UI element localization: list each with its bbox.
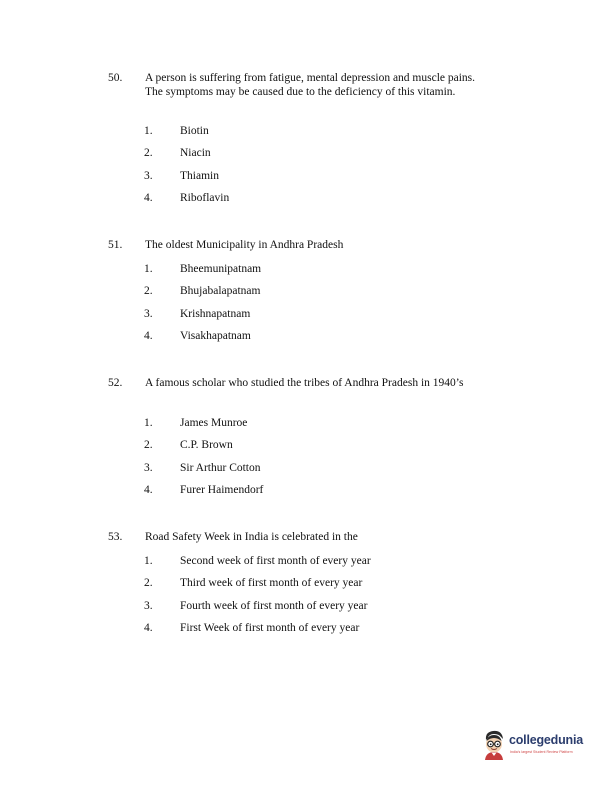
option-text: James Munroe xyxy=(180,417,248,429)
question-number: 50. xyxy=(108,72,123,84)
option-number: 2. xyxy=(144,147,153,159)
option-text: Sir Arthur Cotton xyxy=(180,462,261,474)
option-text: C.P. Brown xyxy=(180,439,233,451)
option-row xyxy=(0,621,612,635)
question-text: The oldest Municipality in Andhra Pradesh xyxy=(145,239,344,251)
question-text: A famous scholar who studied the tribes of Andhra Pradesh in 1940’s xyxy=(145,377,464,389)
option-number: 3. xyxy=(144,308,153,320)
option-number: 1. xyxy=(144,263,153,275)
logo-wordmark: collegedunia xyxy=(509,733,584,747)
option-text: Biotin xyxy=(180,125,209,137)
option-number: 4. xyxy=(144,192,153,204)
option-row xyxy=(0,554,612,568)
question-number: 53. xyxy=(108,531,123,543)
option-number: 1. xyxy=(144,555,153,567)
question-text: A person is suffering from fatigue, mental depression and muscle pains. The symptoms may be caused due to the deficiency of this vitamin. xyxy=(145,72,476,98)
option-row xyxy=(0,461,612,475)
option-row xyxy=(0,416,612,430)
option-number: 4. xyxy=(144,622,153,634)
option-number: 3. xyxy=(144,462,153,474)
option-text: Thiamin xyxy=(180,170,219,182)
option-row xyxy=(0,307,612,321)
option-number: 2. xyxy=(144,285,153,297)
option-text: Riboflavin xyxy=(180,192,230,204)
option-number: 3. xyxy=(144,170,153,182)
option-row xyxy=(0,169,612,183)
option-number: 4. xyxy=(144,330,153,342)
option-number: 2. xyxy=(144,577,153,589)
option-row xyxy=(0,284,612,298)
option-text: First Week of first month of every year xyxy=(180,622,360,634)
option-text: Niacin xyxy=(180,147,211,159)
option-number: 1. xyxy=(144,125,153,137)
option-text: Bheemunipatnam xyxy=(180,263,262,275)
option-row xyxy=(0,146,612,160)
option-text: Krishnapatnam xyxy=(180,308,251,320)
option-row xyxy=(0,262,612,276)
option-row xyxy=(0,124,612,138)
option-row xyxy=(0,329,612,343)
option-text: Furer Haimendorf xyxy=(180,484,264,496)
option-row xyxy=(0,599,612,613)
option-text: Bhujabalapatnam xyxy=(180,285,261,297)
option-text: Second week of first month of every year xyxy=(180,555,371,567)
question-number: 51. xyxy=(108,239,123,251)
option-number: 3. xyxy=(144,600,153,612)
option-text: Fourth week of first month of every year xyxy=(180,600,368,612)
option-row xyxy=(0,191,612,205)
option-row xyxy=(0,483,612,497)
option-number: 1. xyxy=(144,417,153,429)
option-number: 4. xyxy=(144,484,153,496)
option-text: Visakhapatnam xyxy=(180,330,251,342)
option-row xyxy=(0,576,612,590)
collegedunia-logo xyxy=(480,729,590,763)
question-number: 52. xyxy=(108,377,123,389)
option-text: Third week of first month of every year xyxy=(180,577,363,589)
option-row xyxy=(0,438,612,452)
logo-tagline: India's largest Student Review Platform xyxy=(510,750,573,754)
option-number: 2. xyxy=(144,439,153,451)
mascot-icon xyxy=(480,729,508,761)
question-text: Road Safety Week in India is celebrated in the xyxy=(145,531,358,543)
